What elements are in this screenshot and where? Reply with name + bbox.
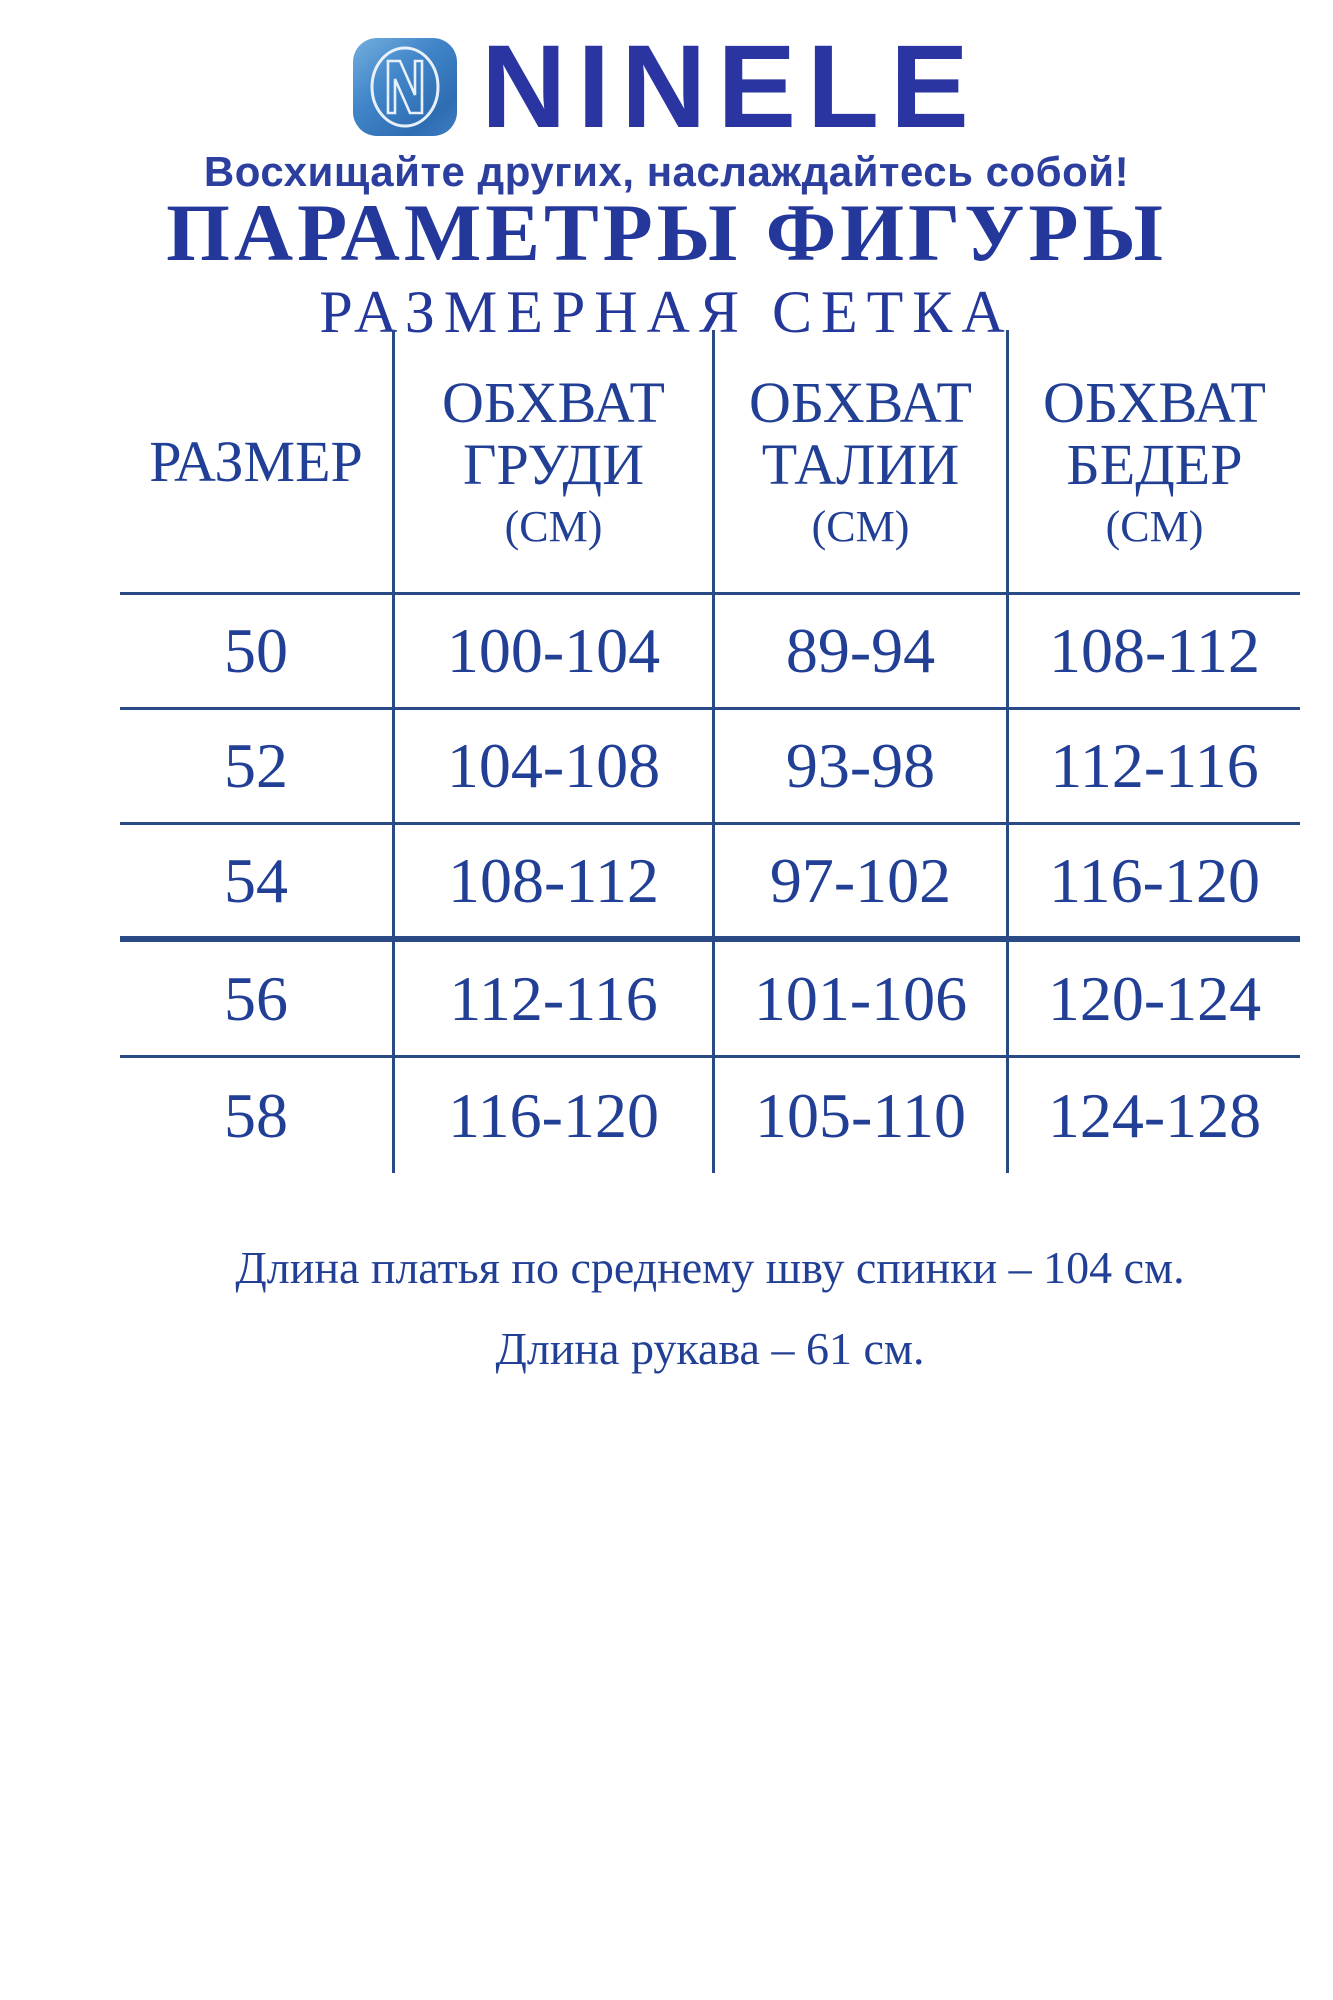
chest-cell: 104-108 xyxy=(392,710,712,825)
hips-header-unit: (СМ) xyxy=(1105,501,1204,551)
hips-header-line2: БЕДЕР xyxy=(1066,432,1243,498)
sleeve-length-note: Длина рукава – 61 см. xyxy=(495,1323,925,1374)
hips-column-header xyxy=(1006,330,1300,595)
hips-cell: 124-128 xyxy=(1006,1058,1300,1173)
waist-cell: 89-94 xyxy=(712,595,1006,710)
waist-header-line1: ОБХВАТ xyxy=(749,369,972,435)
chest-cell: 112-116 xyxy=(392,942,712,1058)
waist-cell: 101-106 xyxy=(712,942,1006,1058)
waist-cell: 97-102 xyxy=(712,825,1006,942)
logo-n-glyph xyxy=(388,61,422,113)
size-column-header xyxy=(120,330,392,595)
size-cell: 54 xyxy=(120,825,392,942)
brand-header xyxy=(0,21,1333,153)
size-cell: 50 xyxy=(120,595,392,710)
waist-cell: 93-98 xyxy=(712,710,1006,825)
hips-cell: 108-112 xyxy=(1006,595,1300,710)
size-column-label: РАЗМЕР xyxy=(149,428,363,494)
ninele-logo-icon xyxy=(353,38,457,136)
waist-header-unit: (СМ) xyxy=(811,501,910,551)
brand-wordmark: NINELE xyxy=(481,21,980,153)
page-title: ПАРАМЕТРЫ ФИГУРЫ xyxy=(166,187,1167,278)
hips-cell: 120-124 xyxy=(1006,942,1300,1058)
n-in-oval-icon xyxy=(361,44,449,130)
chest-cell: 108-112 xyxy=(392,825,712,942)
hips-cell: 116-120 xyxy=(1006,825,1300,942)
hips-header-line1: ОБХВАТ xyxy=(1043,369,1266,435)
chest-header-unit: (СМ) xyxy=(504,501,603,551)
waist-cell: 105-110 xyxy=(712,1058,1006,1173)
brand-tagline: Восхищайте других, наслаждайтесь собой! xyxy=(203,148,1130,195)
chest-column-header xyxy=(392,330,712,595)
chest-header-line1: ОБХВАТ xyxy=(442,369,665,435)
waist-header-line2: ТАЛИИ xyxy=(761,432,960,498)
chest-header-line2: ГРУДИ xyxy=(462,432,644,498)
waist-column-header xyxy=(712,330,1006,595)
dress-length-note: Длина платья по среднему шву спинки – 104 см. xyxy=(235,1242,1185,1293)
size-table xyxy=(120,330,1300,1173)
size-cell: 56 xyxy=(120,942,392,1058)
hips-cell: 112-116 xyxy=(1006,710,1300,825)
size-cell: 58 xyxy=(224,1079,288,1151)
size-cell: 52 xyxy=(120,710,392,825)
page-subtitle: РАЗМЕРНАЯ СЕТКА xyxy=(319,279,1014,345)
chest-cell: 100-104 xyxy=(392,595,712,710)
chest-cell: 116-120 xyxy=(392,1058,712,1173)
